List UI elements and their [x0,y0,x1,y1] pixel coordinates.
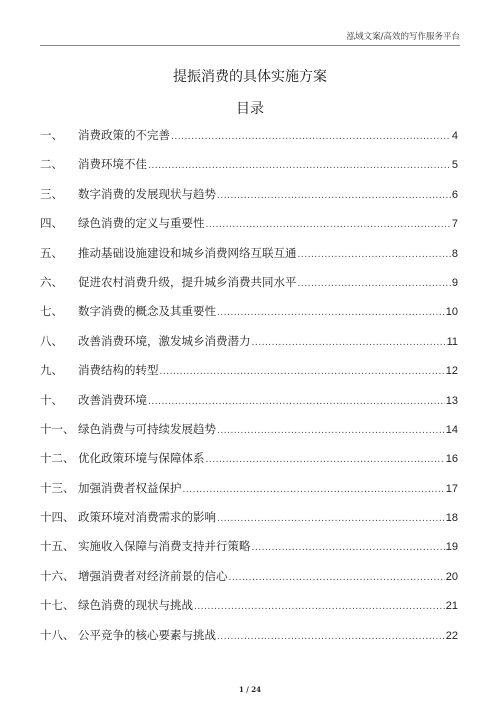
toc-dot-leader [298,277,451,291]
toc-entry-label: 消费环境不佳 [78,157,147,172]
page-header: 泓域文案/高效的写作服务平台 [346,32,460,42]
toc-dot-leader [183,483,445,497]
toc-entry-page: 4 [451,130,458,142]
toc-entry-number: 十八、 [40,627,75,642]
toc-entry[interactable] [40,363,458,392]
toc-entry-number: 三、 [40,186,63,201]
toc-entry-number: 十三、 [40,480,75,495]
toc-entry-label: 公平竞争的核心要素与挑战 [78,627,216,642]
toc-dot-leader [217,306,445,320]
toc-entry-number: 五、 [40,245,63,260]
toc-entry[interactable] [40,510,458,539]
toc-entry-page: 9 [451,276,458,289]
toc-dot-leader [194,600,445,614]
toc-entry[interactable] [40,216,458,245]
toc-entry[interactable] [40,422,458,451]
toc-entry-page: 17 [445,482,458,495]
toc-dot-leader [160,365,445,379]
toc-entry-page: 14 [445,423,458,436]
header-divider [40,45,460,46]
toc-entry-page: 8 [451,247,458,260]
toc-entry-number: 十七、 [40,598,75,613]
toc-entry[interactable] [40,304,458,333]
toc-entry-page: 13 [445,394,458,407]
toc-entry[interactable] [40,539,458,568]
toc-entry-label: 促进农村消费升级，提升城乡消费共同水平 [78,274,297,289]
toc-entry-number: 十四、 [40,510,75,525]
toc-entry-label: 增强消费者对经济前景的信心 [78,568,228,583]
toc-entry-number: 十、 [40,392,63,407]
toc-entry[interactable] [40,628,458,657]
toc-dot-leader [206,453,445,467]
toc-entry-number: 十二、 [40,451,75,466]
toc-entry-label: 加强消费者权益保护 [78,480,182,495]
toc-entry-page: 10 [445,306,458,319]
toc-entry-page: 11 [446,335,458,348]
table-of-contents [40,128,458,657]
toc-entry-number: 一、 [40,128,63,142]
toc-entry-number: 十六、 [40,568,75,583]
toc-entry-label: 绿色消费与可持续发展趋势 [78,421,216,436]
toc-dot-leader [217,424,445,438]
page-indicator: 1 / 24 [238,685,262,694]
toc-entry-label: 改善消费环境 [78,392,147,407]
toc-dot-leader [148,395,445,409]
toc-entry-number: 八、 [40,333,63,348]
toc-dot-leader [217,630,445,644]
toc-entry[interactable] [40,598,458,627]
toc-entry-number: 十一、 [40,421,75,436]
toc-dot-leader [148,159,451,173]
toc-entry-number: 十五、 [40,539,75,554]
toc-entry[interactable] [40,393,458,422]
toc-entry[interactable] [40,157,458,186]
toc-entry-page: 21 [445,600,458,613]
toc-entry-label: 绿色消费的定义与重要性 [78,216,205,231]
toc-entry-page: 22 [445,629,458,642]
toc-heading: 目录 [236,101,264,117]
toc-dot-leader [252,541,445,555]
toc-entry-number: 四、 [40,216,63,231]
toc-dot-leader [217,189,451,203]
toc-entry-label: 绿色消费的现状与挑战 [78,598,193,613]
toc-dot-leader [217,512,445,526]
toc-entry-label: 实施收入保障与消费支持并行策略 [78,539,251,554]
toc-entry-label: 推动基础设施建设和城乡消费网络互联互通 [78,245,297,260]
toc-entry-page: 7 [451,218,458,231]
toc-dot-leader [298,248,451,262]
toc-entry-label: 政策环境对消费需求的影响 [78,510,216,525]
toc-dot-leader [252,336,446,350]
toc-dot-leader [229,571,445,585]
toc-entry-label: 消费结构的转型 [78,363,159,378]
toc-entry-label: 优化政策环境与保障体系 [78,451,205,466]
toc-entry[interactable] [40,275,458,304]
toc-entry-label: 消费政策的不完善 [78,128,170,142]
toc-entry-number: 七、 [40,304,63,319]
toc-entry-label: 数字消费的发展现状与趋势 [78,186,216,201]
toc-entry-number: 二、 [40,157,63,172]
toc-entry-page: 12 [445,365,458,378]
toc-entry[interactable] [40,481,458,510]
toc-entry-page: 6 [451,188,458,201]
document-title: 提振消费的具体实施方案 [173,69,327,85]
toc-entry-page: 5 [451,159,458,172]
toc-entry[interactable] [40,246,458,275]
toc-entry[interactable] [40,569,458,598]
toc-entry[interactable] [40,451,458,480]
toc-entry-page: 16 [445,453,458,466]
toc-entry-label: 数字消费的概念及其重要性 [78,304,216,319]
toc-entry[interactable] [40,128,458,157]
toc-entry-label: 改善消费环境，激发城乡消费潜力 [78,333,251,348]
toc-entry-number: 九、 [40,363,63,378]
toc-entry-number: 六、 [40,274,63,289]
toc-dot-leader [171,130,451,144]
toc-entry-page: 18 [445,512,458,525]
toc-entry-page: 19 [445,541,458,554]
toc-entry[interactable] [40,334,458,363]
toc-entry-page: 20 [445,570,458,583]
toc-dot-leader [206,218,451,232]
toc-entry[interactable] [40,187,458,216]
